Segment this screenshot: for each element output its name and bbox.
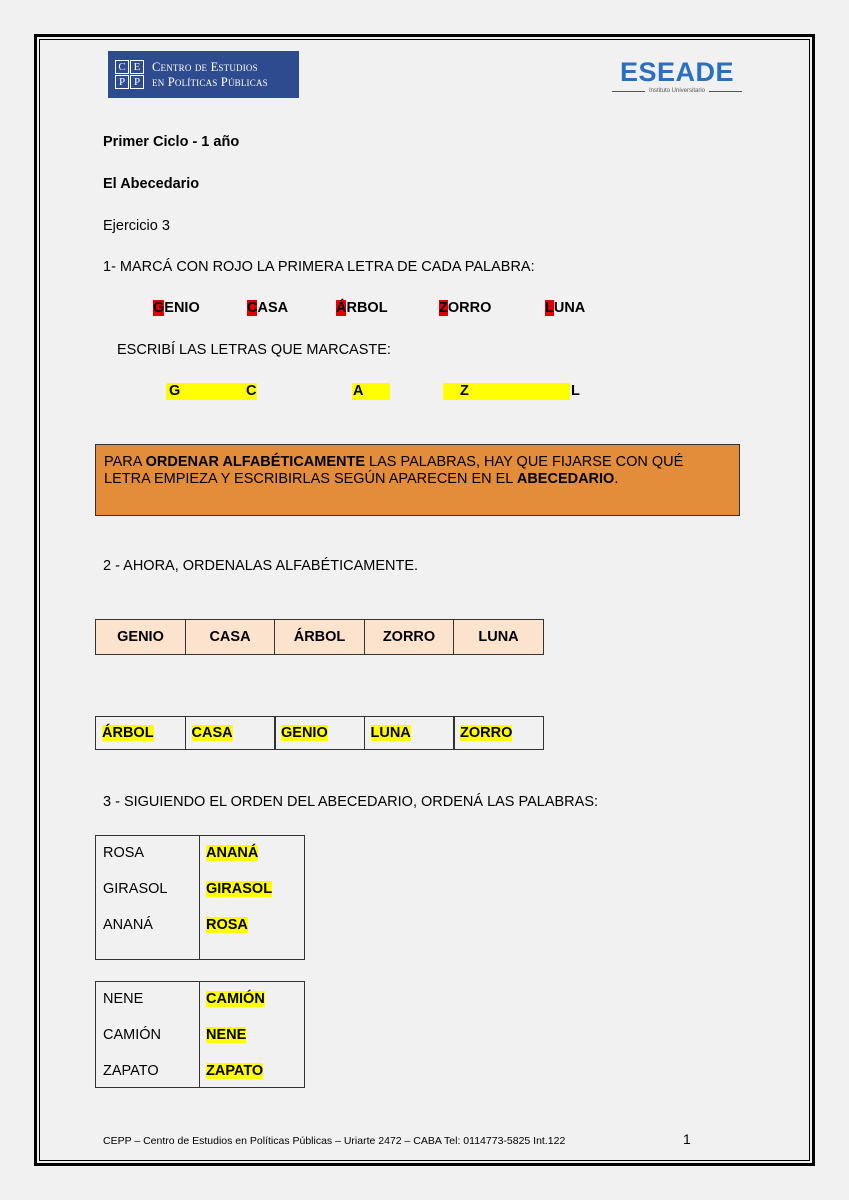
- topic-heading: El Abecedario: [103, 176, 200, 192]
- answer-cell: NENE: [206, 1027, 247, 1043]
- word-cell: ANANÁ: [103, 917, 153, 933]
- answer-cell: ZORRO: [453, 716, 544, 750]
- q3-table-1: [95, 835, 305, 960]
- word-cell: GENIO: [95, 619, 186, 655]
- q1-letter: L: [571, 383, 580, 399]
- q1-word: CASA: [247, 300, 289, 316]
- answer-cell: GENIO: [274, 716, 365, 750]
- word-cell: ZORRO: [364, 619, 455, 655]
- footer-text: CEPP – Centro de Estudios en Políticas Públicas – Uriarte 2472 – CABA Tel: 0114773-5825 Int.122: [103, 1135, 566, 1147]
- word-cell: LUNA: [453, 619, 544, 655]
- answer-cell: LUNA: [364, 716, 455, 750]
- q2-answer-table: [95, 716, 544, 750]
- answer-cell: ZAPATO: [206, 1063, 264, 1079]
- eseade-logo: ESEADE Instituto Universitario: [612, 58, 742, 98]
- cepp-monogram: C E P P: [115, 60, 144, 89]
- q1-word: LUNA: [545, 300, 586, 316]
- word-cell: NENE: [103, 991, 144, 1007]
- exercise-heading: Ejercicio 3: [103, 218, 170, 234]
- q2-instruction: 2 - AHORA, ORDENALAS ALFABÉTICAMENTE.: [103, 558, 419, 574]
- cepp-logo: [108, 51, 299, 98]
- cepp-name: Centro de Estudios en Políticas Públicas: [152, 59, 268, 89]
- answer-cell: CAMIÓN: [206, 991, 265, 1007]
- q1-letter: Z: [460, 383, 469, 399]
- q1-word: ZORRO: [439, 300, 492, 316]
- word-cell: CAMIÓN: [103, 1027, 161, 1043]
- answer-cell: ANANÁ: [206, 845, 259, 861]
- q1-write-label: ESCRIBÍ LAS LETRAS QUE MARCASTE:: [117, 342, 391, 358]
- page-number: 1: [683, 1131, 691, 1147]
- answer-cell: CASA: [185, 716, 276, 750]
- answer-cell: ROSA: [206, 917, 248, 933]
- q1-letter: C: [246, 383, 257, 399]
- answer-cell: GIRASOL: [206, 881, 273, 897]
- cycle-heading: Primer Ciclo - 1 año: [103, 134, 240, 150]
- alphabetical-note: PARA ORDENAR ALFABÉTICAMENTE LAS PALABRAS, HAY QUE FIJARSE CON QUÉ LETRA EMPIEZA Y ESCRIBIRLAS SEGÚN APARECEN EN EL ABECEDARIO.: [95, 444, 740, 516]
- q2-word-table: [95, 619, 544, 655]
- answer-cell: ÁRBOL: [95, 716, 186, 750]
- word-cell: CASA: [185, 619, 276, 655]
- q3-instruction: 3 - SIGUIENDO EL ORDEN DEL ABECEDARIO, ORDENÁ LAS PALABRAS:: [103, 794, 599, 810]
- q1-letter: G: [169, 383, 181, 399]
- word-cell: ROSA: [103, 845, 145, 861]
- word-cell: GIRASOL: [103, 881, 168, 897]
- q1-instruction: 1- MARCÁ CON ROJO LA PRIMERA LETRA DE CADA PALABRA:: [103, 259, 535, 275]
- word-cell: ÁRBOL: [274, 619, 365, 655]
- q1-word: GENIO: [153, 300, 200, 316]
- word-cell: ZAPATO: [103, 1063, 159, 1079]
- q3-table-2: [95, 981, 305, 1088]
- q1-word: ÁRBOL: [336, 300, 388, 316]
- q1-letter: A: [353, 383, 364, 399]
